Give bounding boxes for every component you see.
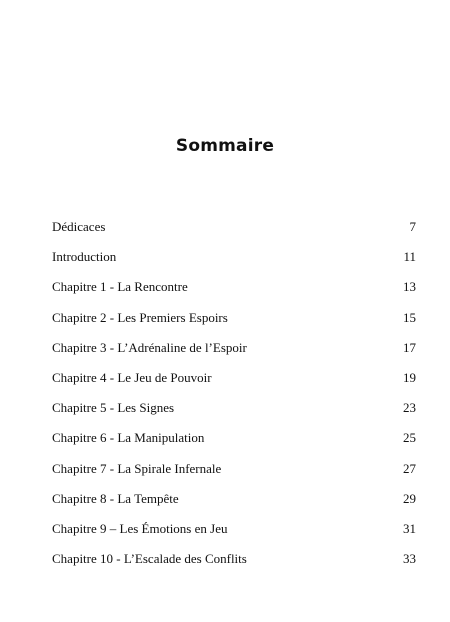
toc-entry [52, 368, 416, 398]
toc-entry [52, 247, 416, 277]
toc-entry-page: 31 [403, 520, 416, 536]
toc-entry-page: 19 [403, 369, 416, 385]
toc-entry [52, 549, 416, 579]
toc-entry [52, 308, 416, 338]
toc-entry [52, 277, 416, 307]
toc-entry-label: Chapitre 10 - L’Escalade des Conflits [52, 551, 247, 567]
toc-entry-page: 15 [403, 309, 416, 325]
toc-entry [52, 428, 416, 458]
toc-entry-label: Introduction [52, 249, 117, 265]
toc-entry [52, 489, 416, 519]
toc-entry-page: 25 [403, 430, 416, 446]
toc-entry-page: 29 [403, 490, 416, 506]
toc-entry-label: Chapitre 7 - La Spirale Infernale [52, 460, 222, 476]
toc-entry [52, 217, 416, 247]
toc-entry-label: Chapitre 5 - Les Signes [52, 400, 175, 416]
toc-entry-page: 7 [409, 219, 416, 234]
page-title: Sommaire [175, 136, 275, 156]
toc-entry-page: 17 [403, 339, 416, 355]
toc-entry-label: Chapitre 4 - Le Jeu de Pouvoir [52, 369, 212, 385]
toc-entry [52, 398, 416, 428]
toc-entry-label: Chapitre 6 - La Manipulation [52, 430, 205, 446]
toc-entry-label: Chapitre 1 - La Rencontre [52, 279, 188, 295]
toc-entry-label: Chapitre 9 – Les Émotions en Jeu [52, 520, 228, 536]
toc-entry-page: 23 [403, 400, 416, 416]
toc-entry [52, 338, 416, 368]
toc-entry-page: 33 [403, 551, 416, 567]
toc-entry [52, 459, 416, 489]
toc-entry-page: 13 [403, 279, 416, 295]
toc-entry-label: Chapitre 3 - L’Adrénaline de l’Espoir [52, 339, 247, 355]
toc-entry-label: Chapitre 2 - Les Premiers Espoirs [52, 309, 228, 325]
toc-entry-label: Dédicaces [52, 219, 106, 234]
toc-entry-label: Chapitre 8 - La Tempête [52, 490, 179, 506]
toc-entry-page: 27 [403, 460, 416, 476]
table-of-contents [52, 217, 416, 579]
toc-entry [52, 519, 416, 549]
toc-entry-page: 11 [403, 249, 416, 265]
